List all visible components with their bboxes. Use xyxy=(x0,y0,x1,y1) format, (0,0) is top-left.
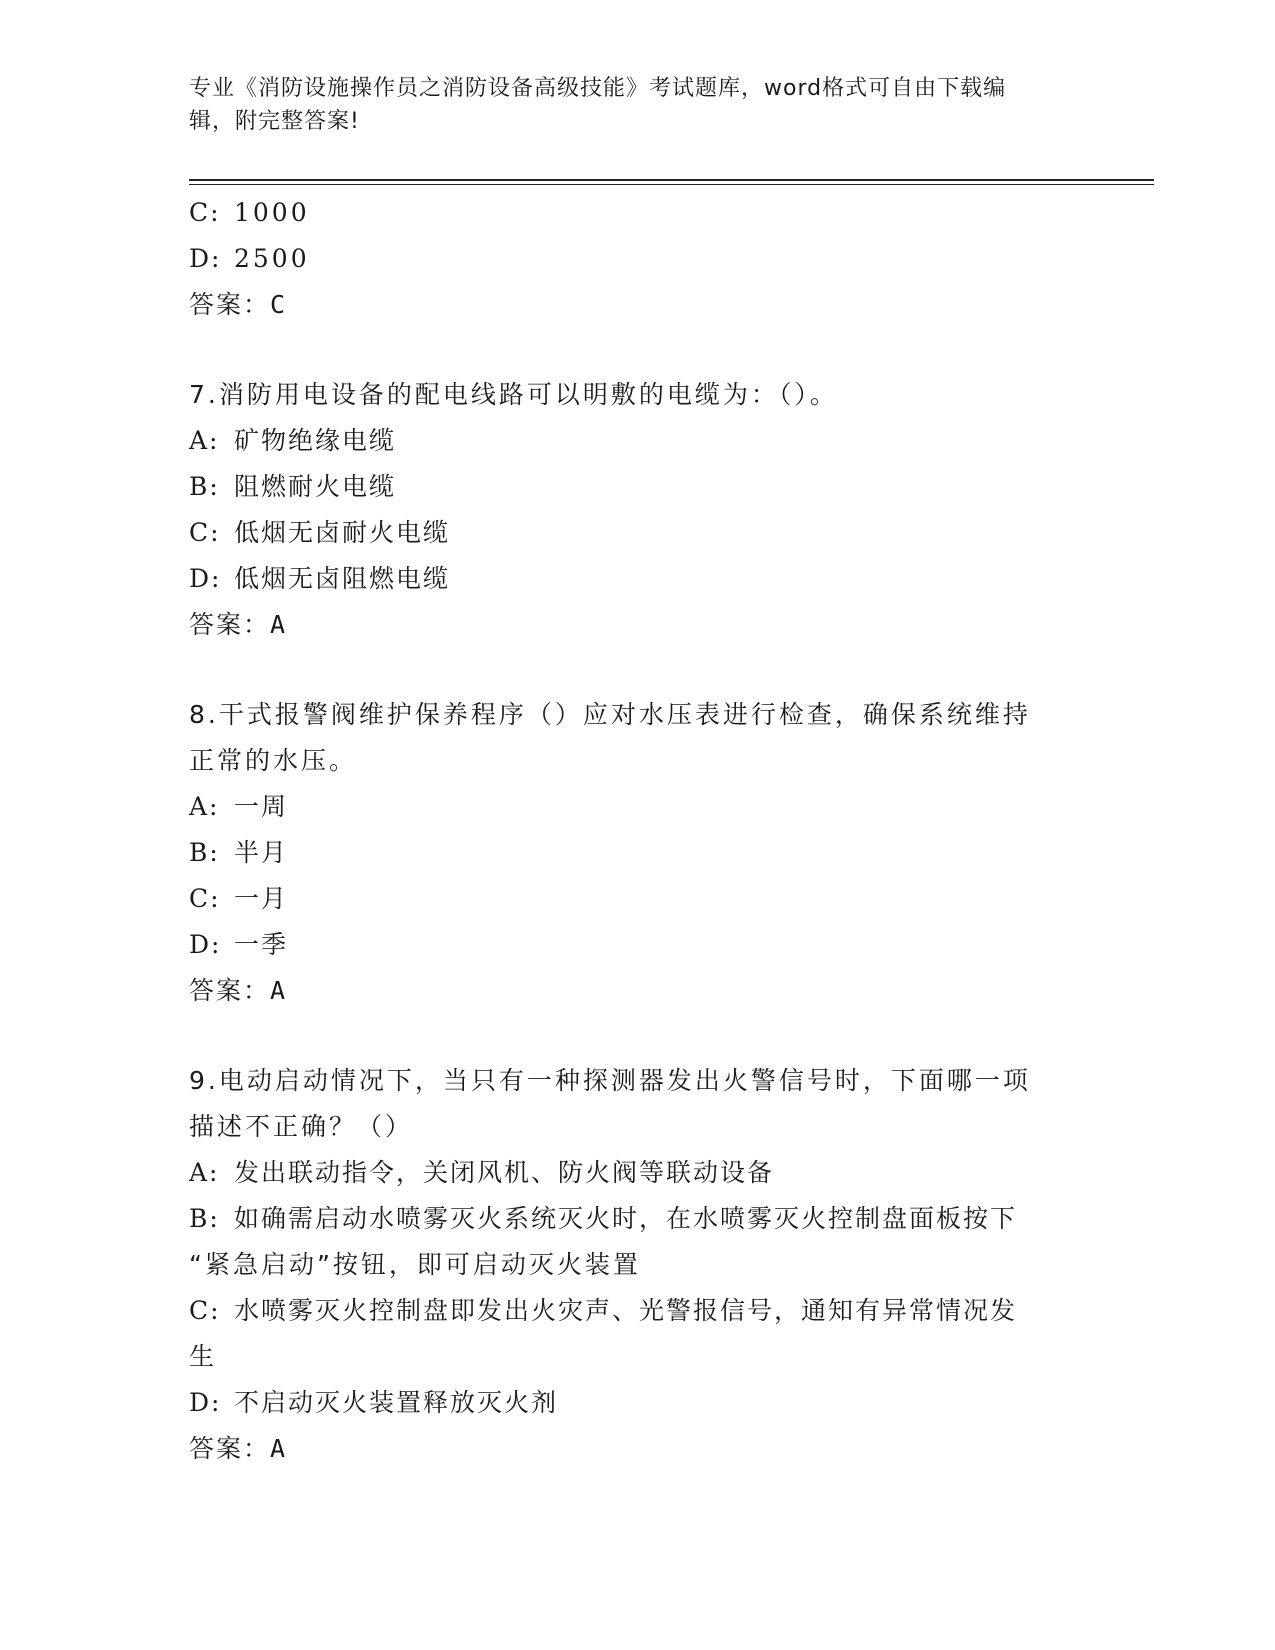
option-text: 如确需启动水喷雾灭火系统灭火时，在水喷雾灭火控制盘面板按下 xyxy=(234,1204,1018,1233)
option-text: 水喷雾灭火控制盘即发出火灾声、光警报信号，通知有异常情况发 xyxy=(234,1296,1018,1325)
option-d xyxy=(189,236,1089,282)
option-letter: B: xyxy=(189,1204,220,1233)
question-text: 7.消防用电设备的配电线路可以明敷的电缆为：（）。 xyxy=(189,380,838,409)
question-text-cont: 正常的水压。 xyxy=(189,746,358,775)
option-text: 不启动灭火装置释放灭火剂 xyxy=(234,1388,559,1417)
option-text: 发出联动指令，关闭风机、防火阀等联动设备 xyxy=(234,1158,775,1187)
question-text-cont: 描述不正确？（） xyxy=(189,1112,414,1141)
option-letter: C: xyxy=(189,198,221,227)
answer-line xyxy=(189,968,1089,1014)
answer-label: 答案： xyxy=(189,610,271,639)
option-letter: B: xyxy=(189,838,220,867)
option-letter: C: xyxy=(189,1296,221,1325)
option-b xyxy=(189,1196,1089,1242)
option-a xyxy=(189,1150,1089,1196)
header-rule-thick xyxy=(189,179,1154,181)
option-b xyxy=(189,830,1089,876)
document-header xyxy=(189,72,1089,138)
option-a xyxy=(189,784,1089,830)
option-text: 矿物绝缘电缆 xyxy=(234,426,397,455)
option-c xyxy=(189,510,1089,556)
option-text: 1000 xyxy=(234,198,310,227)
option-letter: D: xyxy=(189,930,222,959)
option-d xyxy=(189,1380,1089,1426)
option-b xyxy=(189,464,1089,510)
option-text: 低烟无卤耐火电缆 xyxy=(234,518,451,547)
option-letter: A: xyxy=(189,1158,220,1187)
answer-line xyxy=(189,1426,1089,1472)
option-letter: A: xyxy=(189,426,220,455)
option-letter: C: xyxy=(189,518,221,547)
answer-label: 答案： xyxy=(189,1434,271,1463)
prev-question xyxy=(189,190,1089,328)
option-c xyxy=(189,876,1089,922)
option-d xyxy=(189,556,1089,602)
question-text: 9.电动启动情况下，当只有一种探测器发出火警信号时，下面哪一项 xyxy=(189,1066,1031,1095)
answer-value: A xyxy=(270,610,288,639)
option-c xyxy=(189,190,1089,236)
option-text: 低烟无卤阻燃电缆 xyxy=(234,564,451,593)
option-letter: C: xyxy=(189,884,221,913)
option-letter: B: xyxy=(189,472,220,501)
header-line-1: 专业《消防设施操作员之消防设备高级技能》考试题库，word格式可自由下载编 xyxy=(189,76,1007,101)
option-letter: D: xyxy=(189,564,222,593)
question-8 xyxy=(189,692,1089,1014)
option-letter: D: xyxy=(189,244,222,273)
answer-line xyxy=(189,282,1089,328)
option-text: 一月 xyxy=(234,884,289,913)
question-content xyxy=(189,190,1089,1472)
option-c-cont: 生 xyxy=(189,1342,218,1371)
answer-value: A xyxy=(270,976,288,1005)
option-c xyxy=(189,1288,1089,1334)
question-7 xyxy=(189,372,1089,648)
header-rule-thin xyxy=(189,184,1154,185)
option-text: 2500 xyxy=(234,244,310,273)
header-line-2: 辑，附完整答案! xyxy=(189,109,360,134)
question-text: 8.干式报警阀维护保养程序（）应对水压表进行检查，确保系统维持 xyxy=(189,700,1031,729)
option-a xyxy=(189,418,1089,464)
answer-label: 答案： xyxy=(189,976,271,1005)
option-text: 半月 xyxy=(234,838,289,867)
answer-value: A xyxy=(270,1434,288,1463)
answer-value: C xyxy=(270,290,288,319)
option-b-cont: “紧急启动”按钮，即可启动灭火装置 xyxy=(189,1250,641,1279)
question-9 xyxy=(189,1058,1089,1472)
answer-label: 答案： xyxy=(189,290,271,319)
option-text: 一周 xyxy=(234,792,289,821)
option-d xyxy=(189,922,1089,968)
option-letter: D: xyxy=(189,1388,222,1417)
option-letter: A: xyxy=(189,792,220,821)
option-text: 阻燃耐火电缆 xyxy=(234,472,397,501)
option-text: 一季 xyxy=(234,930,289,959)
answer-line xyxy=(189,602,1089,648)
